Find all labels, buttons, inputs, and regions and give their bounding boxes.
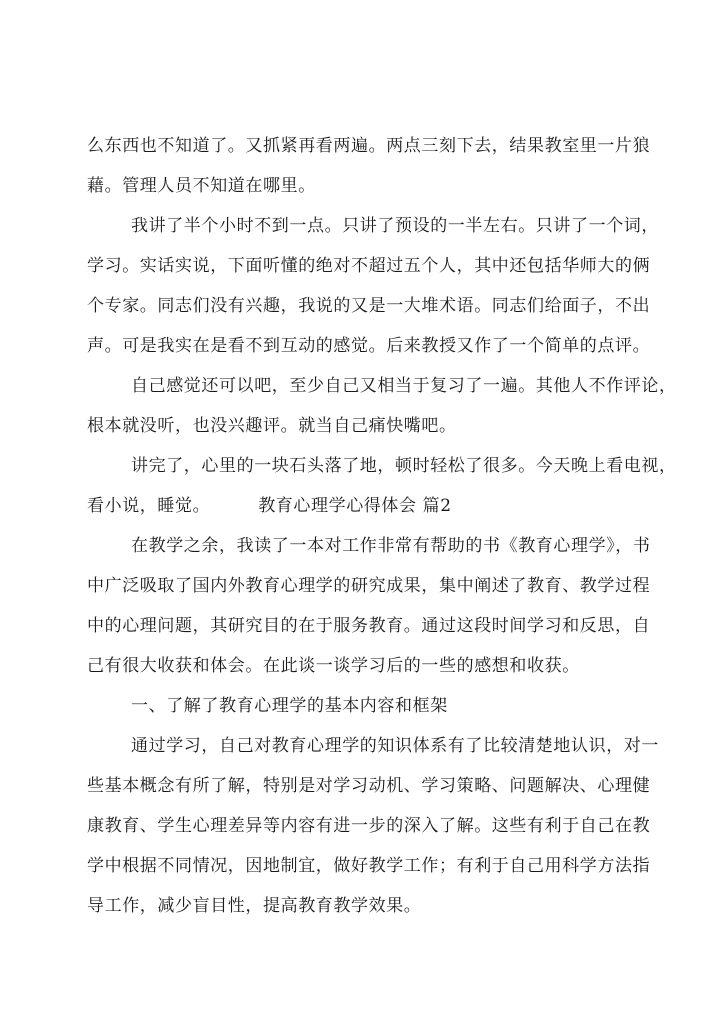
text-line: 藉。管理人员不知道在哪里。 xyxy=(87,176,316,196)
paragraph-start-line: 我讲了半个小时不到一点。只讲了预设的一半左右。只讲了一个词， xyxy=(131,216,659,236)
section-heading: 教育心理学心得体会 篇2 xyxy=(258,496,452,516)
text-line: 导工作，减少盲目性，提高教育教学效果。 xyxy=(87,896,422,916)
text-line: 中的心理问题，其研究目的在于服务教育。通过这段时间学习和反思，自 xyxy=(87,616,651,636)
paragraph-start-line: 通过学习，自己对教育心理学的知识体系有了比较清楚地认识，对一 xyxy=(131,736,659,756)
subsection-heading: 一、了解了教育心理学的基本内容和框架 xyxy=(131,696,448,716)
paragraph-start-line: 讲完了，心里的一块石头落了地，顿时轻松了很多。今天晚上看电视， xyxy=(131,456,677,476)
text-line: 康教育、学生心理差异等内容有进一步的深入了解。这些有利于自己在教 xyxy=(87,816,651,836)
text-line: 学中根据不同情况，因地制宜，做好教学工作；有利于自己用科学方法指 xyxy=(87,856,651,876)
text-line: 么东西也不知道了。又抓紧再看两遍。两点三刻下去，结果教室里一片狼 xyxy=(87,136,651,156)
text-line: 根本就没听，也没兴趣评。就当自己痛快嘴吧。 xyxy=(87,416,457,436)
text-fragment: 看小说，睡觉。 xyxy=(87,496,211,516)
text-line: 些基本概念有所了解，特别是对学习动机、学习策略、问题解决、心理健 xyxy=(87,776,651,796)
text-line: 声。可是我实在是看不到互动的感觉。后来教授又作了一个简单的点评。 xyxy=(87,336,651,356)
text-line: 中广泛吸取了国内外教育心理学的研究成果，集中阐述了教育、教学过程 xyxy=(87,576,651,596)
text-line: 己有很大收获和体会。在此谈一谈学习后的一些的感想和收获。 xyxy=(87,656,580,676)
paragraph-start-line: 自己感觉还可以吧，至少自己又相当于复习了一遍。其他人不作评论， xyxy=(131,376,677,396)
text-line xyxy=(87,486,452,526)
text-line: 个专家。同志们没有兴趣，我说的又是一大堆术语。同志们给面子，不出 xyxy=(87,296,651,316)
text-line: 学习。实话实说，下面听懂的绝对不超过五个人，其中还包括华师大的俩 xyxy=(87,256,651,276)
paragraph-start-line: 在教学之余，我读了一本对工作非常有帮助的书《教育心理学》，书 xyxy=(131,536,651,556)
